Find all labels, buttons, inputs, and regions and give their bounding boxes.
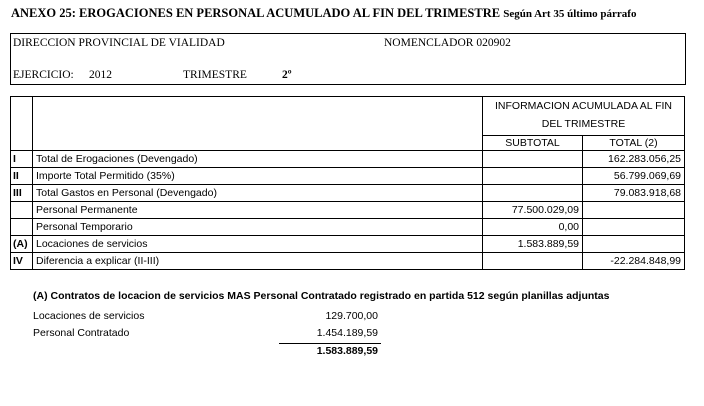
- row-total: 56.799.069,69: [583, 168, 685, 185]
- table-group-header-row: [11, 97, 685, 136]
- ejercicio-value: 2012: [89, 69, 112, 81]
- col-subtotal-header: SUBTOTAL: [483, 136, 583, 151]
- detail-label: Personal Contratado: [33, 327, 130, 339]
- table-row: [11, 253, 685, 270]
- footnote: (A) Contratos de locacion de servicios MAS Personal Contratado registrado en partida 512 según planillas adjuntas: [33, 290, 610, 302]
- ejercicio-label: EJERCICIO:: [13, 69, 74, 81]
- row-total: [583, 202, 685, 219]
- trimestre-value: 2º: [282, 69, 292, 81]
- row-label: Locaciones de servicios: [33, 236, 483, 253]
- row-subtotal: 77.500.029,09: [483, 202, 583, 219]
- row-total: 162.283.056,25: [583, 151, 685, 168]
- group-header-line1: INFORMACION ACUMULADA AL FIN: [495, 100, 672, 112]
- row-index: II: [11, 168, 33, 185]
- group-header: [483, 97, 685, 136]
- detail-value: 1.454.189,59: [316, 327, 378, 339]
- document-title: [11, 6, 636, 21]
- row-index: (A): [11, 236, 33, 253]
- table-row: [11, 202, 685, 219]
- row-subtotal: [483, 253, 583, 270]
- title-suffix: Según Art 35 último párrafo: [503, 8, 637, 20]
- row-subtotal: [483, 151, 583, 168]
- row-label: Diferencia a explicar (II-III): [33, 253, 483, 270]
- col-total-header: TOTAL (2): [583, 136, 685, 151]
- trimestre-label: TRIMESTRE: [183, 69, 247, 81]
- title-main: ANEXO 25: EROGACIONES EN PERSONAL ACUMULADO AL FIN DEL TRIMESTRE: [11, 6, 501, 20]
- row-label: Personal Permanente: [33, 202, 483, 219]
- row-total: -22.284.848,99: [583, 253, 685, 270]
- row-total: [583, 236, 685, 253]
- row-label: Total Gastos en Personal (Devengado): [33, 185, 483, 202]
- row-index: [11, 219, 33, 236]
- erogaciones-table: [10, 96, 685, 270]
- row-subtotal: [483, 185, 583, 202]
- row-total: 79.083.918,68: [583, 185, 685, 202]
- row-index: IV: [11, 253, 33, 270]
- row-label: Importe Total Permitido (35%): [33, 168, 483, 185]
- row-label: Total de Erogaciones (Devengado): [33, 151, 483, 168]
- table-row: [11, 219, 685, 236]
- table-row: [11, 236, 685, 253]
- table-row: [11, 168, 685, 185]
- nomenclador-label: NOMENCLADOR 020902: [384, 37, 511, 49]
- sum-divider: [279, 343, 381, 344]
- group-header-line2: DEL TRIMESTRE: [541, 118, 626, 130]
- row-subtotal: [483, 168, 583, 185]
- organismo-label: DIRECCION PROVINCIAL DE VIALIDAD: [13, 37, 225, 49]
- row-index: I: [11, 151, 33, 168]
- row-subtotal: 1.583.889,59: [483, 236, 583, 253]
- detail-label: Locaciones de servicios: [33, 310, 145, 322]
- table-row: [11, 185, 685, 202]
- detail-value: 129.700,00: [325, 310, 378, 322]
- row-total: [583, 219, 685, 236]
- row-subtotal: 0,00: [483, 219, 583, 236]
- detail-total: 1.583.889,59: [316, 345, 378, 357]
- table-row: [11, 151, 685, 168]
- row-label: Personal Temporario: [33, 219, 483, 236]
- row-index: [11, 202, 33, 219]
- row-index: III: [11, 185, 33, 202]
- blank-cell: [33, 97, 483, 151]
- blank-cell: [11, 97, 33, 151]
